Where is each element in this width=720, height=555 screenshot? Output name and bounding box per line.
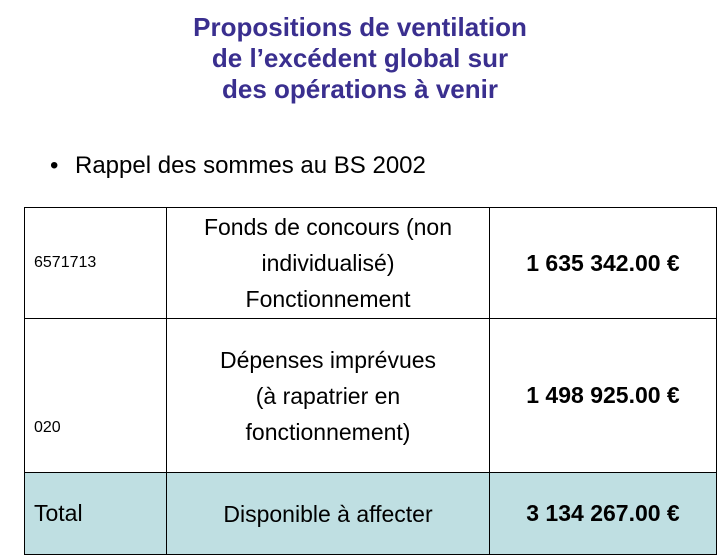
description-line: fonctionnement) [245,418,411,445]
total-row [25,473,717,555]
description-cell [167,473,490,555]
account-code-cell: 6571713 [25,208,167,319]
amount-cell: 1 635 342.00 € [490,208,717,319]
account-code-cell: 020 [25,319,167,473]
description-line: Fonds de concours (non [203,214,453,240]
table-row [25,208,717,319]
bullet-icon: • [50,152,59,179]
slide-title-line: de l’excédent global sur [211,43,509,73]
description-cell [167,208,490,319]
bullet-item [50,151,426,181]
total-label-cell: Total [25,473,167,555]
total-amount-cell: 3 134 267.00 € [490,473,717,555]
slide-title-line: Propositions de ventilation [193,12,527,42]
description-line: (à rapatrier en [255,382,401,409]
description-line: individualisé) [261,250,395,276]
table-row [25,319,717,473]
description-line: Fonctionnement [245,286,411,312]
description-cell [167,319,490,473]
description-line: Disponible à affecter [223,500,433,527]
description-line: Dépenses imprévues [219,346,437,373]
bullet-text: Rappel des sommes au BS 2002 [75,152,426,179]
slide-title [100,12,620,105]
slide-title-line: des opérations à venir [222,74,498,104]
amount-cell: 1 498 925.00 € [490,319,717,473]
sums-table [24,207,717,555]
